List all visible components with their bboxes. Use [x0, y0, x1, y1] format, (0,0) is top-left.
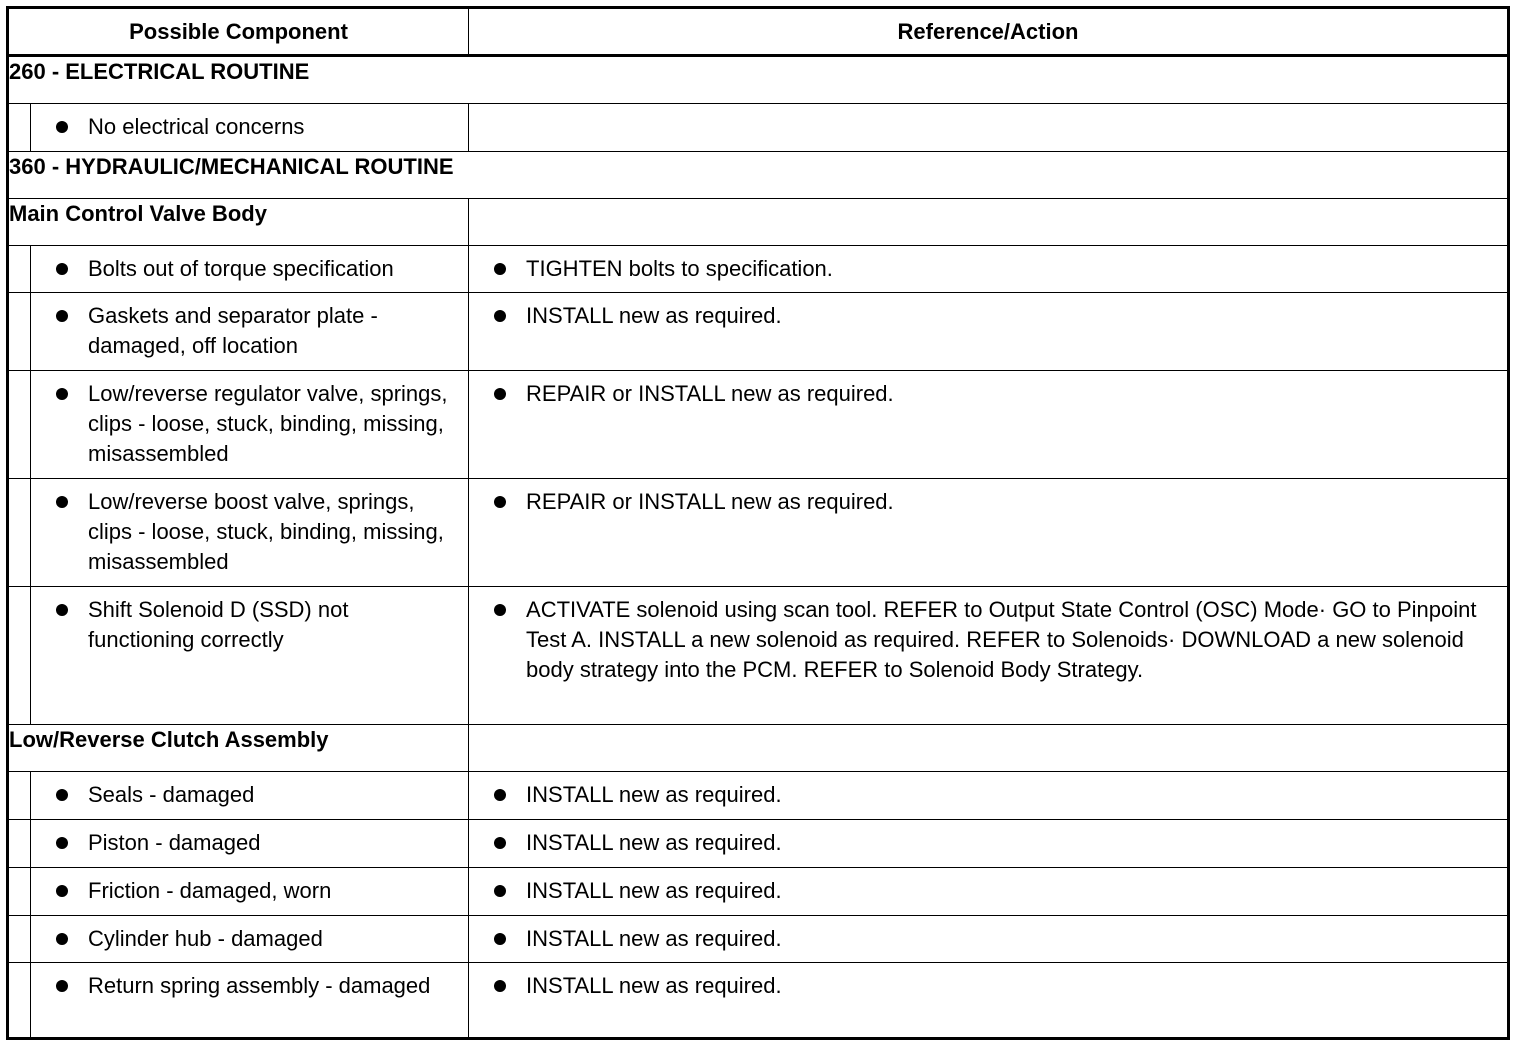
action-text: INSTALL new as required. — [526, 973, 782, 998]
bullet-icon — [56, 388, 68, 400]
group-row — [8, 199, 1509, 246]
section-title-hydraulic: 360 - HYDRAULIC/MECHANICAL ROUTINE — [8, 152, 1509, 199]
component-cell — [31, 868, 469, 916]
bullet-icon — [494, 837, 506, 849]
component-cell — [31, 104, 469, 152]
table-row — [8, 293, 1509, 371]
table-row — [8, 246, 1509, 293]
action-cell — [469, 868, 1509, 916]
indent-cell — [8, 587, 31, 725]
header-reference-action: Reference/Action — [469, 8, 1509, 56]
bullet-icon — [494, 310, 506, 322]
component-text: Seals - damaged — [88, 782, 255, 807]
component-cell — [31, 371, 469, 479]
table-row — [8, 820, 1509, 868]
table-row — [8, 868, 1509, 916]
bullet-icon — [494, 980, 506, 992]
component-text: Cylinder hub - damaged — [88, 926, 323, 951]
bullet-icon — [494, 496, 506, 508]
component-text: No electrical concerns — [88, 114, 305, 139]
diagnostic-table — [6, 6, 1510, 1040]
component-cell — [31, 916, 469, 963]
action-text: INSTALL new as required. — [526, 782, 782, 807]
action-cell — [469, 587, 1509, 725]
action-cell — [469, 293, 1509, 371]
indent-cell — [8, 916, 31, 963]
bullet-icon — [56, 496, 68, 508]
bullet-icon — [56, 263, 68, 275]
indent-cell — [8, 479, 31, 587]
action-cell — [469, 916, 1509, 963]
group-empty-cell — [469, 725, 1509, 772]
action-cell — [469, 772, 1509, 820]
action-text: REPAIR or INSTALL new as required. — [526, 381, 894, 406]
group-title-low-reverse-clutch: Low/Reverse Clutch Assembly — [8, 725, 469, 772]
group-title-main-control-valve-body: Main Control Valve Body — [8, 199, 469, 246]
bullet-icon — [56, 837, 68, 849]
bullet-icon — [56, 604, 68, 616]
action-text: ACTIVATE solenoid using scan tool. REFER to Output State Control (OSC) Mode· GO to Pinpoint Test A. INSTALL a new solenoid as required. REFER to Solenoids· DOWNLOAD a new solenoid body strategy into the PCM. REFER to Solenoid Body Strategy. — [526, 597, 1477, 682]
table-row — [8, 963, 1509, 1039]
indent-cell — [8, 820, 31, 868]
component-text: Gaskets and separator plate - damaged, off location — [88, 303, 378, 358]
component-cell — [31, 479, 469, 587]
bullet-icon — [494, 885, 506, 897]
action-text: INSTALL new as required. — [526, 303, 782, 328]
table-row — [8, 479, 1509, 587]
action-cell — [469, 246, 1509, 293]
table-row — [8, 916, 1509, 963]
section-row — [8, 56, 1509, 104]
bullet-icon — [494, 933, 506, 945]
bullet-icon — [56, 980, 68, 992]
section-row — [8, 152, 1509, 199]
table-row — [8, 772, 1509, 820]
component-text: Shift Solenoid D (SSD) not functioning correctly — [88, 597, 349, 652]
bullet-icon — [56, 121, 68, 133]
bullet-icon — [494, 789, 506, 801]
action-cell — [469, 820, 1509, 868]
action-text: TIGHTEN bolts to specification. — [526, 256, 833, 281]
group-empty-cell — [469, 199, 1509, 246]
bullet-icon — [56, 933, 68, 945]
component-text: Piston - damaged — [88, 830, 261, 855]
bullet-icon — [56, 885, 68, 897]
component-cell — [31, 820, 469, 868]
component-text: Friction - damaged, worn — [88, 878, 332, 903]
component-cell — [31, 963, 469, 1039]
bullet-icon — [494, 263, 506, 275]
bullet-icon — [56, 310, 68, 322]
indent-cell — [8, 772, 31, 820]
bullet-icon — [56, 789, 68, 801]
indent-cell — [8, 963, 31, 1039]
table-row — [8, 371, 1509, 479]
action-cell — [469, 479, 1509, 587]
action-cell — [469, 104, 1509, 152]
component-cell — [31, 587, 469, 725]
action-text: REPAIR or INSTALL new as required. — [526, 489, 894, 514]
component-cell — [31, 772, 469, 820]
component-text: Low/reverse regulator valve, springs, clips - loose, stuck, binding, missing, misassembled — [88, 381, 448, 466]
table-row — [8, 587, 1509, 725]
bullet-icon — [494, 604, 506, 616]
section-title-electrical: 260 - ELECTRICAL ROUTINE — [8, 56, 1509, 104]
group-row — [8, 725, 1509, 772]
indent-cell — [8, 104, 31, 152]
action-text: INSTALL new as required. — [526, 926, 782, 951]
component-cell — [31, 246, 469, 293]
component-text: Return spring assembly - damaged — [88, 973, 431, 998]
component-cell — [31, 293, 469, 371]
header-possible-component: Possible Component — [8, 8, 469, 56]
component-text: Bolts out of torque specification — [88, 256, 394, 281]
indent-cell — [8, 293, 31, 371]
table-header-row — [8, 8, 1509, 56]
action-cell — [469, 963, 1509, 1039]
action-text: INSTALL new as required. — [526, 830, 782, 855]
indent-cell — [8, 371, 31, 479]
action-cell — [469, 371, 1509, 479]
bullet-icon — [494, 388, 506, 400]
action-text: INSTALL new as required. — [526, 878, 782, 903]
indent-cell — [8, 868, 31, 916]
table-row — [8, 104, 1509, 152]
component-text: Low/reverse boost valve, springs, clips - loose, stuck, binding, missing, misassembled — [88, 489, 444, 574]
indent-cell — [8, 246, 31, 293]
